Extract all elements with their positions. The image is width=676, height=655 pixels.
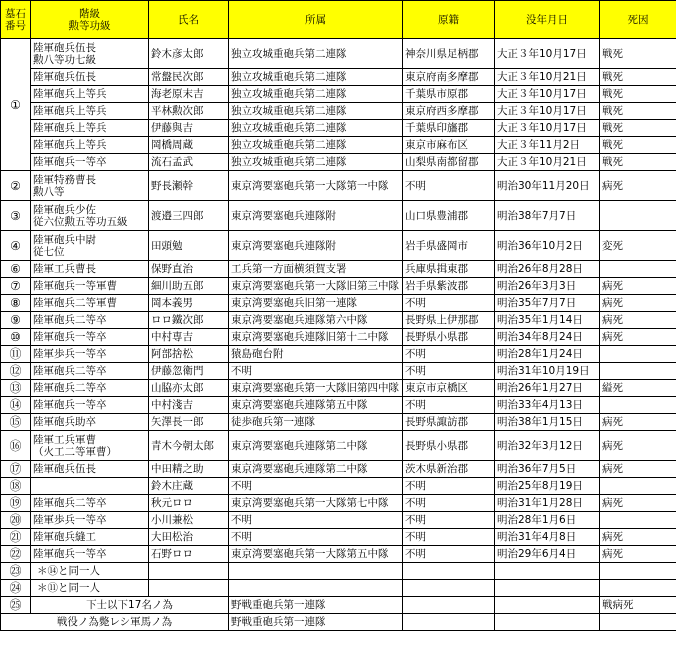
- stone-number: ⑦: [1, 278, 31, 295]
- name-cell: 田頭勉: [149, 231, 229, 261]
- rank-cell: 陸軍工兵軍曹 （火工二等軍曹）: [31, 431, 149, 461]
- name-cell: 中村淺吉: [149, 397, 229, 414]
- origin-cell: 東京府南多摩郡: [403, 69, 495, 86]
- table-row: [1, 512, 676, 529]
- unit-cell: 東京湾要塞砲兵連隊第五中隊: [229, 397, 403, 414]
- name-cell: 大田松治: [149, 529, 229, 546]
- name-cell: 伊藤與吉: [149, 120, 229, 137]
- table-row: [1, 397, 676, 414]
- stone-number: ㉕: [1, 597, 31, 614]
- cause-cell: 病死: [600, 461, 676, 478]
- stone-number: ㉓: [1, 563, 31, 580]
- table-row: [1, 478, 676, 495]
- unit-cell: 東京湾要塞砲兵連隊附: [229, 201, 403, 231]
- name-cell: 常盤民次郎: [149, 69, 229, 86]
- name-cell: 保野直治: [149, 261, 229, 278]
- cause-cell: 病死: [600, 529, 676, 546]
- origin-cell: 長野県小県郡: [403, 431, 495, 461]
- unit-cell: 不明: [229, 512, 403, 529]
- cause-cell: [600, 478, 676, 495]
- unit-cell: 東京湾要塞砲兵連隊旧第十二中隊: [229, 329, 403, 346]
- table-row: [1, 171, 676, 201]
- name-cell: 岡本義男: [149, 295, 229, 312]
- empty-cell: [495, 563, 600, 580]
- rank-cell: 陸軍砲兵一等軍曹: [31, 278, 149, 295]
- unit-cell: 独立攻城重砲兵第二連隊: [229, 86, 403, 103]
- unit-cell: 不明: [229, 529, 403, 546]
- name-cell: 中村専吉: [149, 329, 229, 346]
- name-cell: 渡邉三四郎: [149, 201, 229, 231]
- name-cell: 流石孟武: [149, 154, 229, 171]
- origin-cell: 岩手県紫波郡: [403, 278, 495, 295]
- date-cell: 明治28年1月6日: [495, 512, 600, 529]
- date-cell: 明治26年1月27日: [495, 380, 600, 397]
- cause-cell: 病死: [600, 171, 676, 201]
- unit-cell: 野戦重砲兵第一連隊: [229, 614, 403, 631]
- header-date: 没年月日: [495, 1, 600, 39]
- date-cell: 明治25年8月19日: [495, 478, 600, 495]
- unit-cell: 東京湾要塞砲兵第一大隊第五中隊: [229, 546, 403, 563]
- empty-cell: [403, 597, 495, 614]
- stone-number: ⑪: [1, 346, 31, 363]
- origin-cell: 神奈川県足柄郡: [403, 39, 495, 69]
- table-row: [1, 563, 676, 580]
- unit-cell: 独立攻城重砲兵第二連隊: [229, 39, 403, 69]
- stone-number: ④: [1, 231, 31, 261]
- header-rank: 階級 勲等功級: [31, 1, 149, 39]
- table-row: [1, 346, 676, 363]
- date-cell: 明治38年7月7日: [495, 201, 600, 231]
- table-row: [1, 295, 676, 312]
- unit-cell: 東京湾要塞砲兵連隊第二中隊: [229, 431, 403, 461]
- unit-cell: 独立攻城重砲兵第二連隊: [229, 137, 403, 154]
- empty-cell: [149, 563, 229, 580]
- header-unit: 所属: [229, 1, 403, 39]
- empty-cell: [600, 580, 676, 597]
- origin-cell: 不明: [403, 346, 495, 363]
- empty-cell: [403, 563, 495, 580]
- origin-cell: 山梨県南都留郡: [403, 154, 495, 171]
- cause-cell: [600, 397, 676, 414]
- unit-cell: 野戦重砲兵第一連隊: [229, 597, 403, 614]
- origin-cell: 茨木県新治郡: [403, 461, 495, 478]
- unit-cell: 独立攻城重砲兵第二連隊: [229, 120, 403, 137]
- rank-cell: 陸軍砲兵伍長: [31, 69, 149, 86]
- name-cell: 鈴木庄蔵: [149, 478, 229, 495]
- rank-cell: 陸軍歩兵一等卒: [31, 346, 149, 363]
- date-cell: 明治35年1月14日: [495, 312, 600, 329]
- origin-cell: 岩手県盛岡市: [403, 231, 495, 261]
- table-row: [1, 461, 676, 478]
- table-row: [1, 495, 676, 512]
- name-cell: 中田精之助: [149, 461, 229, 478]
- unit-cell: 独立攻城重砲兵第二連隊: [229, 103, 403, 120]
- stone-number: ⑯: [1, 431, 31, 461]
- cause-cell: 病死: [600, 546, 676, 563]
- date-cell: 明治30年11月20日: [495, 171, 600, 201]
- name-cell: 矢澤長一郎: [149, 414, 229, 431]
- table-row: [1, 103, 676, 120]
- header-row: [1, 1, 676, 39]
- table-row: [1, 614, 676, 631]
- unit-cell: 徒歩砲兵第一連隊: [229, 414, 403, 431]
- header-cause: 死因: [600, 1, 676, 39]
- note-cell: 戦役ノ為斃レシ軍馬ノ為: [1, 614, 229, 631]
- rank-cell: 陸軍砲兵助卒: [31, 414, 149, 431]
- unit-cell: 東京湾要塞砲兵第一大隊第一中隊: [229, 171, 403, 201]
- stone-number: ㉑: [1, 529, 31, 546]
- empty-cell: [149, 580, 229, 597]
- stone-number: ⑲: [1, 495, 31, 512]
- rank-cell: [31, 478, 149, 495]
- origin-cell: 不明: [403, 529, 495, 546]
- stone-number: ③: [1, 201, 31, 231]
- cause-cell: 変死: [600, 231, 676, 261]
- date-cell: 明治31年4月8日: [495, 529, 600, 546]
- cause-cell: 病死: [600, 295, 676, 312]
- rank-cell: 陸軍歩兵一等卒: [31, 512, 149, 529]
- date-cell: 大正３年10月17日: [495, 39, 600, 69]
- stone-number: ⑫: [1, 363, 31, 380]
- stone-number: ⑧: [1, 295, 31, 312]
- unit-cell: 不明: [229, 478, 403, 495]
- unit-cell: 東京湾要塞砲兵旧第一連隊: [229, 295, 403, 312]
- table-row: [1, 597, 676, 614]
- date-cell: 大正３年10月17日: [495, 86, 600, 103]
- origin-cell: 千葉県市原郡: [403, 86, 495, 103]
- cause-cell: 縊死: [600, 380, 676, 397]
- empty-cell: [403, 580, 495, 597]
- cause-cell: [600, 261, 676, 278]
- stone-number: ⑨: [1, 312, 31, 329]
- date-cell: 明治34年8月24日: [495, 329, 600, 346]
- rank-cell: 陸軍砲兵一等卒: [31, 154, 149, 171]
- table-row: [1, 231, 676, 261]
- rank-cell: 陸軍砲兵伍長 勲八等功七級: [31, 39, 149, 69]
- cause-cell: [600, 346, 676, 363]
- unit-cell: 猿島砲台附: [229, 346, 403, 363]
- rank-cell: 陸軍砲兵上等兵: [31, 103, 149, 120]
- origin-cell: 千葉県印旛郡: [403, 120, 495, 137]
- stone-number: ⑳: [1, 512, 31, 529]
- date-cell: 大正３年10月17日: [495, 120, 600, 137]
- date-cell: 明治29年6月4日: [495, 546, 600, 563]
- origin-cell: 山口県豊浦郡: [403, 201, 495, 231]
- name-cell: 秋元ロロ: [149, 495, 229, 512]
- rank-cell: 陸軍砲兵一等卒: [31, 397, 149, 414]
- cause-cell: 病死: [600, 431, 676, 461]
- rank-cell: 陸軍砲兵上等兵: [31, 137, 149, 154]
- origin-cell: 長野県上伊那郡: [403, 312, 495, 329]
- empty-cell: [600, 563, 676, 580]
- rank-cell: 陸軍砲兵二等卒: [31, 363, 149, 380]
- rank-cell: 陸軍特務曹長 勲八等: [31, 171, 149, 201]
- unit-cell: 東京湾要塞砲兵第一大隊旧第四中隊: [229, 380, 403, 397]
- stone-number: ㉔: [1, 580, 31, 597]
- table-row: [1, 414, 676, 431]
- origin-cell: 兵庫県揖東郡: [403, 261, 495, 278]
- empty-cell: [229, 563, 403, 580]
- stone-number: ⑱: [1, 478, 31, 495]
- stone-number: ㉒: [1, 546, 31, 563]
- rank-cell: 陸軍砲兵上等兵: [31, 86, 149, 103]
- empty-cell: [403, 614, 495, 631]
- rank-cell: 陸軍砲兵伍長: [31, 461, 149, 478]
- rank-cell: 陸軍砲兵少佐 従六位勲五等功五級: [31, 201, 149, 231]
- name-cell: 海老原末吉: [149, 86, 229, 103]
- cause-cell: 戦死: [600, 69, 676, 86]
- cause-cell: 戦死: [600, 86, 676, 103]
- date-cell: 大正３年10月21日: [495, 154, 600, 171]
- date-cell: 明治26年8月28日: [495, 261, 600, 278]
- empty-cell: [600, 614, 676, 631]
- origin-cell: 不明: [403, 363, 495, 380]
- stone-number: ⑩: [1, 329, 31, 346]
- date-cell: 明治35年7月7日: [495, 295, 600, 312]
- date-cell: 明治31年10月19日: [495, 363, 600, 380]
- origin-cell: 不明: [403, 495, 495, 512]
- table-row: [1, 69, 676, 86]
- unit-cell: 不明: [229, 363, 403, 380]
- origin-cell: 不明: [403, 171, 495, 201]
- rank-cell: 陸軍砲兵二等卒: [31, 312, 149, 329]
- stone-number: ②: [1, 171, 31, 201]
- cause-cell: 戦死: [600, 39, 676, 69]
- table-row: [1, 529, 676, 546]
- unit-cell: 独立攻城重砲兵第二連隊: [229, 154, 403, 171]
- empty-cell: [495, 614, 600, 631]
- rank-cell: 陸軍砲兵二等卒: [31, 495, 149, 512]
- name-cell: 石野ロロ: [149, 546, 229, 563]
- origin-cell: 長野県小県郡: [403, 329, 495, 346]
- table-row: [1, 278, 676, 295]
- date-cell: 大正３年10月21日: [495, 69, 600, 86]
- date-cell: 明治26年3月3日: [495, 278, 600, 295]
- unit-cell: 東京湾要塞砲兵連隊附: [229, 231, 403, 261]
- cause-cell: 戦死: [600, 137, 676, 154]
- cause-cell: 戦死: [600, 103, 676, 120]
- unit-cell: 東京湾要塞砲兵連隊第二中隊: [229, 461, 403, 478]
- stone-number: ①: [1, 39, 31, 171]
- table-row: [1, 363, 676, 380]
- name-cell: 伊藤忽衛門: [149, 363, 229, 380]
- cause-cell: 病死: [600, 414, 676, 431]
- unit-cell: 独立攻城重砲兵第二連隊: [229, 69, 403, 86]
- cause-cell: [600, 201, 676, 231]
- unit-cell: 東京湾要塞砲兵連隊第六中隊: [229, 312, 403, 329]
- name-cell: 山脇亦太郎: [149, 380, 229, 397]
- stone-number: ⑰: [1, 461, 31, 478]
- table-row: [1, 120, 676, 137]
- unit-cell: 東京湾要塞砲兵第一大隊旧第三中隊: [229, 278, 403, 295]
- empty-cell: [495, 580, 600, 597]
- note-cell: ＊⑪と同一人: [31, 580, 149, 597]
- cause-cell: 病死: [600, 495, 676, 512]
- rank-cell: 陸軍砲兵中尉 従七位: [31, 231, 149, 261]
- origin-cell: 東京市麻布区: [403, 137, 495, 154]
- table-row: [1, 546, 676, 563]
- date-cell: 大正３年11月2日: [495, 137, 600, 154]
- name-cell: 岡橋周蔵: [149, 137, 229, 154]
- stone-number: ⑭: [1, 397, 31, 414]
- stone-number: ⑬: [1, 380, 31, 397]
- cause-cell: 病死: [600, 312, 676, 329]
- date-cell: 明治31年1月28日: [495, 495, 600, 512]
- table-row: [1, 312, 676, 329]
- date-cell: 明治36年7月5日: [495, 461, 600, 478]
- table-row: [1, 137, 676, 154]
- stone-number: ⑥: [1, 261, 31, 278]
- empty-cell: [229, 580, 403, 597]
- origin-cell: 東京府西多摩郡: [403, 103, 495, 120]
- table-row: [1, 580, 676, 597]
- rank-cell: 陸軍砲兵二等卒: [31, 380, 149, 397]
- rank-cell: 陸軍砲兵二等軍曹: [31, 295, 149, 312]
- stone-number: ⑮: [1, 414, 31, 431]
- rank-cell: 陸軍砲兵一等卒: [31, 329, 149, 346]
- cause-cell: [600, 512, 676, 529]
- rank-cell: 陸軍砲兵一等卒: [31, 546, 149, 563]
- date-cell: 明治36年10月2日: [495, 231, 600, 261]
- note-cell: ＊⑭と同一人: [31, 563, 149, 580]
- header-name: 氏名: [149, 1, 229, 39]
- table-row: [1, 329, 676, 346]
- origin-cell: 不明: [403, 478, 495, 495]
- origin-cell: 東京市京橋区: [403, 380, 495, 397]
- cause-cell: 戦病死: [600, 597, 676, 614]
- table-row: [1, 39, 676, 69]
- cause-cell: 戦死: [600, 120, 676, 137]
- table-row: [1, 201, 676, 231]
- origin-cell: 不明: [403, 397, 495, 414]
- table-row: [1, 380, 676, 397]
- rank-cell: 陸軍砲兵縫工: [31, 529, 149, 546]
- name-cell: ロロ鐵次郎: [149, 312, 229, 329]
- date-cell: 明治28年1月24日: [495, 346, 600, 363]
- origin-cell: 不明: [403, 512, 495, 529]
- origin-cell: 不明: [403, 295, 495, 312]
- table-row: [1, 261, 676, 278]
- rank-cell: 陸軍砲兵上等兵: [31, 120, 149, 137]
- rank-cell: 陸軍工兵曹長: [31, 261, 149, 278]
- origin-cell: 長野県諏訪郡: [403, 414, 495, 431]
- unit-cell: 東京湾要塞砲兵第一大隊第七中隊: [229, 495, 403, 512]
- name-cell: 平林勲次郎: [149, 103, 229, 120]
- date-cell: 大正３年10月17日: [495, 103, 600, 120]
- name-cell: 小川兼松: [149, 512, 229, 529]
- header-no: 墓石 番号: [1, 1, 31, 39]
- name-cell: 青木今朝太郎: [149, 431, 229, 461]
- unit-cell: 工兵第一方面横須賀支署: [229, 261, 403, 278]
- note-cell: 下士以下17名ノ為: [31, 597, 229, 614]
- date-cell: 明治38年1月15日: [495, 414, 600, 431]
- name-cell: 鈴木彦太郎: [149, 39, 229, 69]
- date-cell: 明治32年3月12日: [495, 431, 600, 461]
- name-cell: 野長瀬幹: [149, 171, 229, 201]
- cause-cell: 病死: [600, 278, 676, 295]
- date-cell: 明治33年4月13日: [495, 397, 600, 414]
- header-origin: 原籍: [403, 1, 495, 39]
- table-row: [1, 86, 676, 103]
- cause-cell: [600, 363, 676, 380]
- name-cell: 阿部捨松: [149, 346, 229, 363]
- table-row: [1, 154, 676, 171]
- cause-cell: 戦死: [600, 154, 676, 171]
- cause-cell: 病死: [600, 329, 676, 346]
- name-cell: 細川助五郎: [149, 278, 229, 295]
- empty-cell: [495, 597, 600, 614]
- table-row: [1, 431, 676, 461]
- origin-cell: 不明: [403, 546, 495, 563]
